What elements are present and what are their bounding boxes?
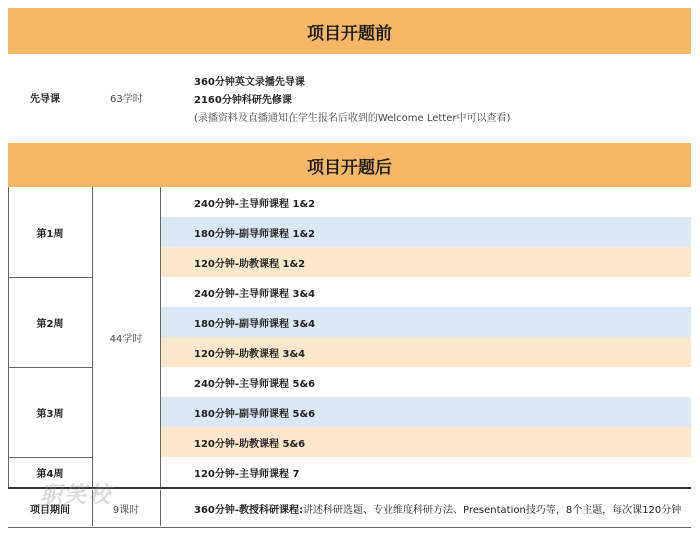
grid-line (92, 187, 93, 487)
pre-course-line-2: 2160分钟科研先修课 (194, 95, 292, 106)
section-header-before: 项目开题前 (8, 8, 691, 54)
pre-course-note: (录播资料及直播通知在学生报名后收到的Welcome Letter中可以查看) (194, 113, 511, 124)
week-label-4: 第4周 (36, 468, 64, 480)
schedule-row: 240分钟-主导师课程 3&4 (160, 277, 691, 307)
pre-course-hours: 63学时 (110, 94, 143, 105)
schedule-row: 120分钟-助教课程 5&6 (160, 427, 691, 457)
weeks-hours: 44学时 (109, 333, 143, 345)
schedule-row: 240分钟-主导师课程 5&6 (160, 367, 691, 397)
week-label-1: 第1周 (36, 228, 64, 240)
schedule-row: 120分钟-助教课程 3&4 (160, 337, 691, 367)
week-label-2: 第2周 (36, 318, 64, 330)
final-description-title: 360分钟-教授科研课程: (194, 504, 304, 516)
grid-line (8, 457, 92, 458)
schedule-row: 240分钟-主导师课程 1&2 (160, 187, 691, 217)
final-description (194, 490, 691, 526)
schedule-row: 180分钟-副导师课程 3&4 (160, 307, 691, 337)
pre-course-label: 先导课 (30, 94, 60, 105)
schedule-row: 180分钟-副导师课程 1&2 (160, 217, 691, 247)
schedule-row: 180分钟-副导师课程 5&6 (160, 397, 691, 427)
schedule-row: 120分钟-主导师课程 7 (160, 457, 691, 487)
divider (8, 527, 691, 528)
grid-line (8, 187, 9, 487)
grid-line (8, 367, 92, 368)
grid-line (160, 490, 161, 526)
final-description-body: 讲述科研选题、专业维度科研方法、Presentation技巧等，8个主题，每次课120分钟 (303, 504, 682, 516)
watermark-logo: 职笑校 (40, 483, 113, 508)
week-label-3: 第3周 (36, 408, 64, 420)
section-header-after: 项目开题后 (8, 143, 691, 187)
grid-line (8, 277, 92, 278)
final-label: 项目期间 (30, 504, 70, 516)
grid-line (160, 187, 161, 487)
pre-course-line-1: 360分钟英文录播先导课 (194, 77, 305, 88)
final-hours: 9课时 (112, 504, 140, 516)
schedule-row: 120分钟-助教课程 1&2 (160, 247, 691, 277)
